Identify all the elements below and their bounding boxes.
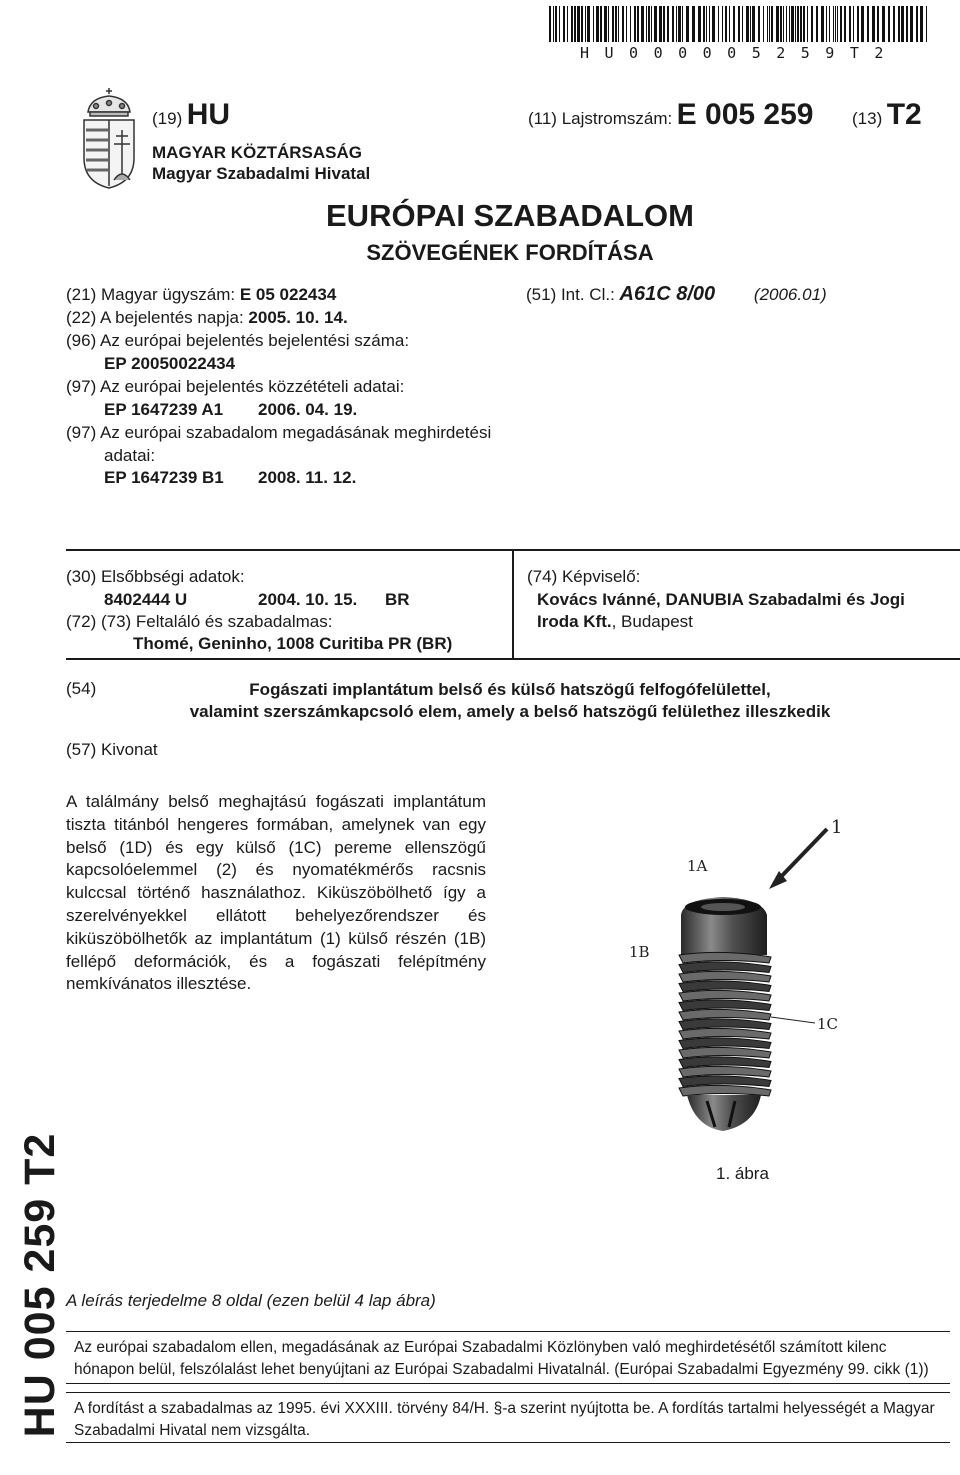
field-96-label: (96) Az európai bejelentés bejelentési száma: [66, 331, 410, 350]
field-74-label: (74) Képviselő: [527, 567, 641, 586]
barcode [549, 6, 931, 42]
invention-title [0, 679, 960, 723]
field-code-19: (19) [152, 109, 183, 128]
kind-field [852, 98, 922, 132]
registration-field [528, 98, 813, 132]
figure-label-1a: 1A [687, 857, 708, 875]
office-line-1: MAGYAR KÖZTÁRSASÁG [152, 143, 362, 162]
field-72-label: (72) (73) Feltaláló és szabadalmas: [66, 612, 333, 631]
field-51-label: (51) Int. Cl.: [526, 285, 615, 304]
document-title: EURÓPAI SZABADALOM [326, 198, 694, 233]
registration-label: (11) Lajstromszám: [528, 109, 673, 128]
kind-code: T2 [886, 98, 922, 131]
field-97a-number: EP 1647239 A1 [104, 400, 224, 419]
field-74-line1: Kovács Ivánné, DANUBIA Szabadalmi és Jogi [537, 590, 905, 609]
field-97b-date: 2008. 11. 12. [258, 468, 357, 487]
field-97a-date: 2006. 04. 19. [258, 400, 358, 419]
field-72-value: Thomé, Geninho, 1008 Curitiba PR (BR) [133, 634, 453, 653]
field-code-13: (13) [852, 109, 883, 128]
translation-notice: A fordítást a szabadalmas az 1995. évi XXXIII. törvény 84/H. §-a szerint nyújtotta be. A fordítás tartalmi helyességét a Magyar Szabadalmi Hivatal nem vizsgálta. [66, 1392, 950, 1443]
field-97b-number: EP 1647239 B1 [104, 468, 224, 487]
field-51-version: (2006.01) [753, 285, 827, 304]
field-22-value: 2005. 10. 14. [248, 308, 348, 327]
field-22 [66, 307, 348, 328]
field-30-date: 2004. 10. 15. [258, 590, 358, 609]
field-54-code: (54) [66, 679, 97, 698]
implant-figure [595, 805, 855, 1165]
field-74-line2 [537, 611, 693, 632]
abstract-text: A találmány belső meghajtású fogászati implantátum tiszta titánból hengeres formában, amelynek van egy belső (1D) és egy külső (1C) pereme ellenszögű kapcsolóelemmel (2) és nyomatékmérős racsnis kulccsal történő használathoz. Kiküszöbölhető így a szerelvényekkel ellátott behelyezőrendszer és kiküszöbölhetők az implantátum (1) külső részén (1B) fellépő deformációk, és a fogászati felépítmény nemkívánatos illesztése. [66, 792, 486, 994]
field-30-label: (30) Elsőbbségi adatok: [66, 567, 245, 586]
coat-of-arms-logo [78, 86, 140, 190]
divider-vertical [512, 549, 514, 659]
figure-label-1: 1 [831, 817, 843, 838]
field-97a-label: (97) Az európai bejelentés közzétételi adatai: [66, 377, 405, 396]
figure-caption: 1. ábra [716, 1164, 769, 1183]
field-97b-label-1: (97) Az európai szabadalom megadásának meghirdetési [66, 423, 492, 442]
field-22-label: (22) A bejelentés napja: [66, 308, 244, 327]
invention-title-line2: valamint szerszámkapcsoló elem, amely a belső hatszögű felülethez illeszkedik [189, 702, 831, 721]
figure-label-1c: 1C [817, 1015, 839, 1033]
divider-bottom [66, 658, 960, 660]
field-96-value: EP 20050022434 [104, 354, 236, 373]
field-21-value: E 05 022434 [239, 285, 337, 304]
side-document-code: HU 005 259 T2 [16, 1132, 64, 1438]
field-30-country: BR [385, 590, 410, 609]
country-field [152, 98, 230, 132]
country-code: HU [186, 98, 231, 131]
field-74-firm: Iroda Kft. [537, 612, 612, 631]
field-97b-label-2: adatai: [104, 446, 156, 465]
field-21-label: (21) Magyar ügyszám: [66, 285, 236, 304]
invention-title-line1: Fogászati implantátum belső és külső hatszögű felfogófelülettel, [249, 680, 771, 699]
field-51 [526, 284, 827, 305]
field-74-city: , Budapest [611, 612, 693, 631]
abstract-heading: (57) Kivonat [66, 740, 158, 759]
implant-threads [679, 952, 771, 1096]
field-21 [66, 284, 336, 305]
document-subtitle: SZÖVEGÉNEK FORDÍTÁSA [366, 240, 654, 265]
barcode-text: HU000005259T2 [580, 44, 899, 62]
figure-label-1b: 1B [629, 943, 650, 961]
description-extent: A leírás terjedelme 8 oldal (ezen belül 4 lap ábra) [66, 1291, 436, 1310]
field-30-number: 8402444 U [104, 590, 188, 609]
field-51-class: A61C 8/00 [619, 283, 716, 305]
registration-number: E 005 259 [676, 98, 814, 131]
office-line-2: Magyar Szabadalmi Hivatal [152, 164, 371, 183]
opposition-notice: Az európai szabadalom ellen, megadásának az Európai Szabadalmi Közlönyben való meghirdetésétől számított kilenc hónapon belül, felszólalást lehet benyújtani az Európai Szabadalmi Hivatalnál. (Európai Szabadalmi Egyezmény 99. cikk (1)) [66, 1331, 950, 1384]
